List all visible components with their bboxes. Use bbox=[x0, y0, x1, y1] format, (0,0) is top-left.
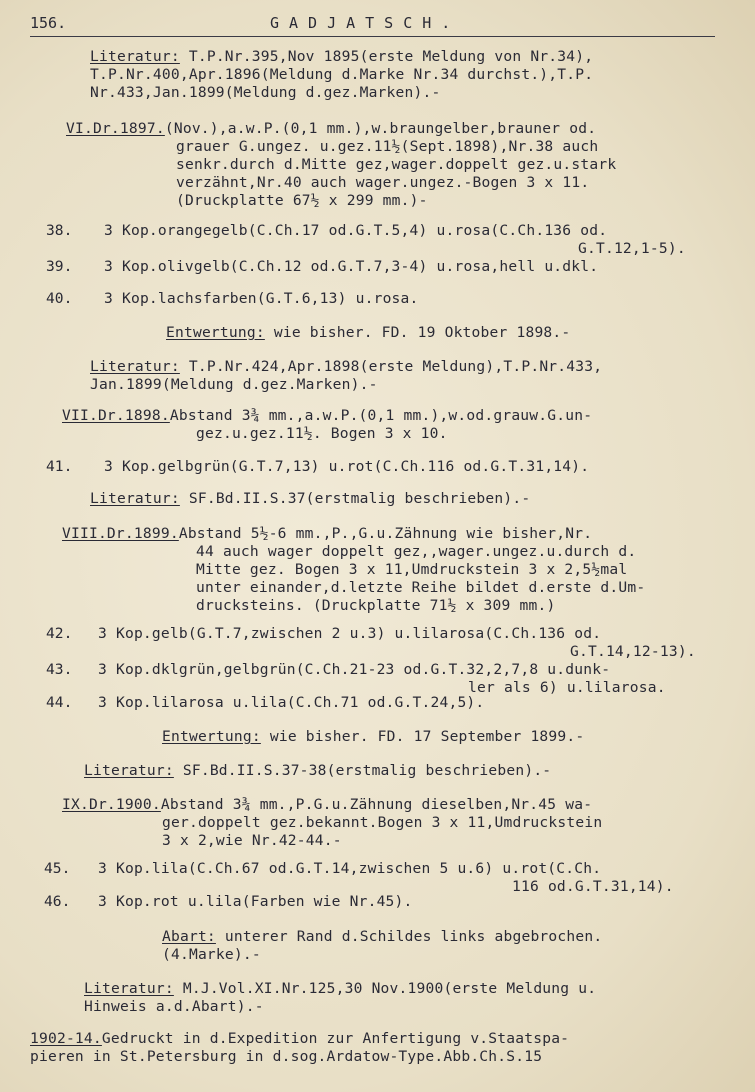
page-title: GADJATSCH. bbox=[270, 14, 461, 32]
literature-text: T.P.Nr.424,Apr.1898(erste Meldung),T.P.Nr.433, bbox=[179, 358, 603, 375]
literature-line bbox=[90, 490, 530, 507]
cancellation-text: wie bisher. FD. 17 September 1899.- bbox=[260, 728, 585, 745]
variety-line: (4.Marke).- bbox=[162, 946, 261, 963]
print-run-line: (Druckplatte 67½ x 299 mm.)- bbox=[176, 192, 428, 209]
literature-text: T.P.Nr.395,Nov 1895(erste Meldung von Nr.34), bbox=[179, 48, 594, 65]
header-rule bbox=[30, 36, 715, 37]
literature-text: SF.Bd.II.S.37-38(erstmalig beschrieben).- bbox=[173, 762, 552, 779]
print-run-line: drucksteins. (Druckplatte 71½ x 309 mm.) bbox=[196, 597, 556, 614]
cancellation-line bbox=[166, 324, 570, 341]
print-run-line: Mitte gez. Bogen 3 x 11,Umdruckstein 3 x 2,5½mal bbox=[196, 561, 628, 578]
print-run-label: IX.Dr.1900. bbox=[62, 796, 161, 813]
print-run-line: grauer G.ungez. u.gez.11½(Sept.1898),Nr.38 auch bbox=[176, 138, 599, 155]
item-number: 45. bbox=[44, 860, 71, 877]
literature-text: SF.Bd.II.S.37(erstmalig beschrieben).- bbox=[179, 490, 531, 507]
literature-line bbox=[90, 48, 593, 65]
cancellation-label: Entwertung: bbox=[162, 728, 261, 745]
item-text: 3 Kop.rot u.lila(Farben wie Nr.45). bbox=[98, 893, 413, 910]
item-text-cont: G.T.14,12-13). bbox=[570, 643, 696, 660]
print-run-line: verzähnt,Nr.40 auch wager.ungez.-Bogen 3 x 11. bbox=[176, 174, 590, 191]
print-run-line: 44 auch wager doppelt gez,,wager.ungez.u.durch d. bbox=[196, 543, 637, 560]
print-run-line: gez.u.gez.11½. Bogen 3 x 10. bbox=[196, 425, 448, 442]
print-run-heading bbox=[62, 407, 592, 424]
print-run-line: 3 x 2,wie Nr.42-44.- bbox=[162, 832, 342, 849]
print-run-heading bbox=[62, 796, 592, 813]
print-run-text: Abstand 3¾ mm.,a.w.P.(0,1 mm.),w.od.grauw.G.un- bbox=[169, 407, 593, 424]
print-run-label: VIII.Dr.1899. bbox=[62, 525, 179, 542]
item-text: 3 Kop.dklgrün,gelbgrün(C.Ch.21-23 od.G.T.32,2,7,8 u.dunk- bbox=[98, 661, 611, 678]
item-number: 42. bbox=[46, 625, 73, 642]
print-run-line: unter einander,d.letzte Reihe bildet d.erste d.Um- bbox=[196, 579, 646, 596]
literature-line: T.P.Nr.400,Apr.1896(Meldung d.Marke Nr.34 durchst.),T.P. bbox=[90, 66, 594, 83]
cancellation-line bbox=[162, 728, 584, 745]
print-run-label: 1902-14. bbox=[30, 1030, 102, 1047]
print-run-text: Gedruckt in d.Expedition zur Anfertigung v.Staatspa- bbox=[101, 1030, 570, 1047]
literature-label: Literatur: bbox=[90, 490, 180, 507]
variety-text: unterer Rand d.Schildes links abgebrochen. bbox=[215, 928, 603, 945]
item-text: 3 Kop.lilarosa u.lila(C.Ch.71 od.G.T.24,5). bbox=[98, 694, 485, 711]
print-run-label: VII.Dr.1898. bbox=[62, 407, 170, 424]
item-number: 39. bbox=[46, 258, 73, 275]
literature-line bbox=[84, 762, 551, 779]
item-text: 3 Kop.gelbgrün(G.T.7,13) u.rot(C.Ch.116 od.G.T.31,14). bbox=[104, 458, 590, 475]
literature-label: Literatur: bbox=[84, 980, 174, 997]
item-number: 44. bbox=[46, 694, 73, 711]
print-run-label: VI.Dr.1897. bbox=[66, 120, 165, 137]
literature-label: Literatur: bbox=[90, 48, 180, 65]
cancellation-label: Entwertung: bbox=[166, 324, 265, 341]
page-number: 156. bbox=[30, 14, 67, 32]
print-run-heading bbox=[30, 1030, 569, 1047]
print-run-text: (Nov.),a.w.P.(0,1 mm.),w.braungelber,brauner od. bbox=[164, 120, 597, 137]
cancellation-text: wie bisher. FD. 19 Oktober 1898.- bbox=[264, 324, 571, 341]
literature-line bbox=[84, 980, 596, 997]
item-text-cont: ler als 6) u.lilarosa. bbox=[468, 679, 666, 696]
item-number: 40. bbox=[46, 290, 73, 307]
item-number: 46. bbox=[44, 893, 71, 910]
print-run-line: ger.doppelt gez.bekannt.Bogen 3 x 11,Umdruckstein bbox=[162, 814, 603, 831]
print-run-heading bbox=[66, 120, 596, 137]
variety-line bbox=[162, 928, 602, 945]
literature-line bbox=[90, 358, 602, 375]
print-run-line: pieren in St.Petersburg in d.sog.Ardatow-Type.Abb.Ch.S.15 bbox=[30, 1048, 543, 1065]
literature-label: Literatur: bbox=[90, 358, 180, 375]
print-run-heading bbox=[62, 525, 592, 542]
literature-line: Nr.433,Jan.1899(Meldung d.gez.Marken).- bbox=[90, 84, 441, 101]
print-run-text: Abstand 3¾ mm.,P.G.u.Zähnung dieselben,Nr.45 wa- bbox=[160, 796, 593, 813]
print-run-text: Abstand 5½-6 mm.,P.,G.u.Zähnung wie bisher,Nr. bbox=[178, 525, 593, 542]
item-text: 3 Kop.lachsfarben(G.T.6,13) u.rosa. bbox=[104, 290, 419, 307]
variety-label: Abart: bbox=[162, 928, 216, 945]
item-text-cont: 116 od.G.T.31,14). bbox=[512, 878, 674, 895]
print-run-line: senkr.durch d.Mitte gez,wager.doppelt gez.u.stark bbox=[176, 156, 617, 173]
item-number: 38. bbox=[46, 222, 73, 239]
item-number: 41. bbox=[46, 458, 73, 475]
item-number: 43. bbox=[46, 661, 73, 678]
item-text: 3 Kop.lila(C.Ch.67 od.G.T.14,zwischen 5 u.6) u.rot(C.Ch. bbox=[98, 860, 602, 877]
literature-line: Jan.1899(Meldung d.gez.Marken).- bbox=[90, 376, 378, 393]
item-text: 3 Kop.orangegelb(C.Ch.17 od.G.T.5,4) u.rosa(C.Ch.136 od. bbox=[104, 222, 608, 239]
literature-label: Literatur: bbox=[84, 762, 174, 779]
item-text-cont: G.T.12,1-5). bbox=[578, 240, 686, 257]
item-text: 3 Kop.olivgelb(C.Ch.12 od.G.T.7,3-4) u.rosa,hell u.dkl. bbox=[104, 258, 599, 275]
literature-text: M.J.Vol.XI.Nr.125,30 Nov.1900(erste Meldung u. bbox=[173, 980, 597, 997]
literature-line: Hinweis a.d.Abart).- bbox=[84, 998, 264, 1015]
item-text: 3 Kop.gelb(G.T.7,zwischen 2 u.3) u.lilarosa(C.Ch.136 od. bbox=[98, 625, 602, 642]
